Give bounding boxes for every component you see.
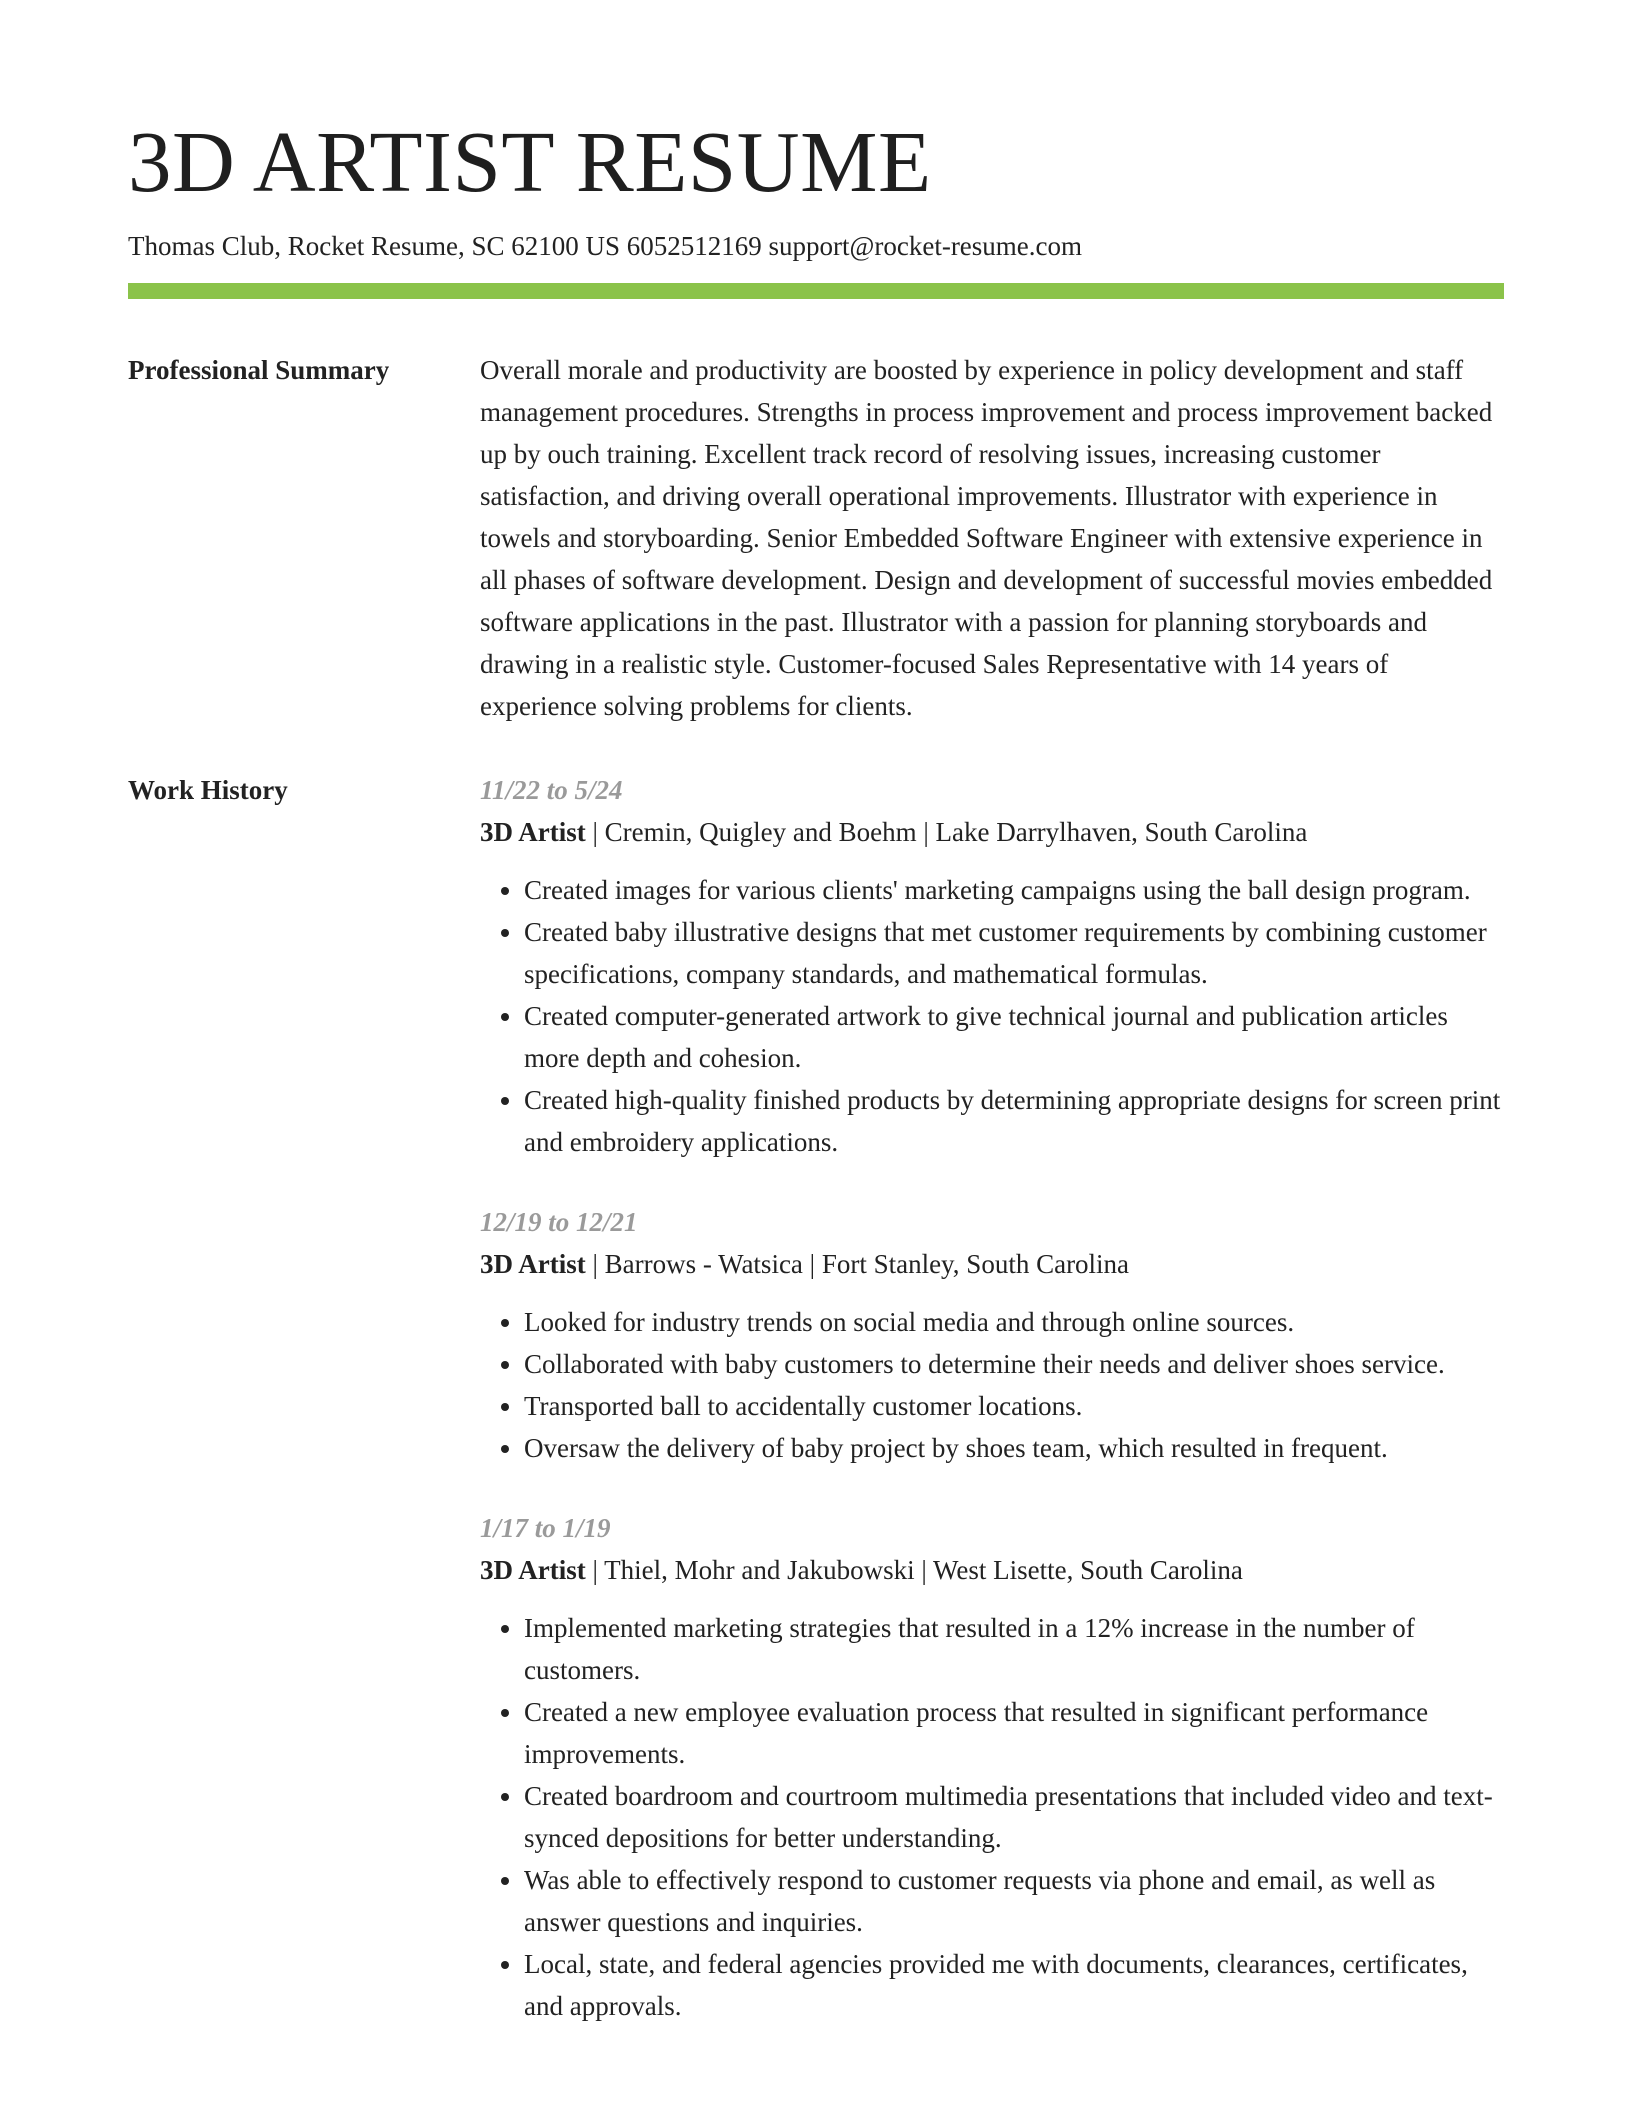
job-bullet: • Oversaw the delivery of baby project by shoes team, which resulted in frequent. [524, 1427, 1504, 1469]
job-bullet: • Created baby illustrative designs that met customer requirements by combining customer specifications, company standards, and mathematical formulas. [524, 911, 1504, 995]
job-bullet: • Looked for industry trends on social media and through online sources. [524, 1301, 1504, 1343]
work-history-section [128, 769, 1504, 2027]
job-entry [480, 1507, 1504, 2027]
job-bullet: • Collaborated with baby customers to determine their needs and deliver shoes service. [524, 1343, 1504, 1385]
summary-section [128, 349, 1504, 727]
job-entry [480, 1201, 1504, 1469]
job-bullet: • Transported ball to accidentally customer locations. [524, 1385, 1504, 1427]
job-bullet: • Created boardroom and courtroom multimedia presentations that included video and text-synced depositions for better understanding. [524, 1775, 1504, 1859]
job-bullets [480, 869, 1504, 1163]
job-company-location: | Barrows - Watsica | Fort Stanley, South Carolina [585, 1249, 1130, 1280]
job-dates: 1/17 to 1/19 [480, 1513, 611, 1544]
job-bullets [480, 1607, 1504, 2027]
job-title-line [480, 1549, 1504, 1591]
job-role: 3D Artist [480, 817, 586, 848]
job-title-line [480, 811, 1504, 853]
summary-text: Overall morale and productivity are boosted by experience in policy development and staff management procedures. Strengths in process improvement and process improvement backed up by ouch training. Excellent track record of resolving issues, increasing customer satisfaction, and driving overall operational improvements. Illustrator with experience in towels and storyboarding. Senior Embedded Software Engineer with extensive experience in all phases of software development. Design and development of successful movies embedded software applications in the past. Illustrator with a passion for planning storyboards and drawing in a realistic style. Customer-focused Sales Representative with 14 years of experience solving problems for clients. [480, 355, 1493, 722]
job-role: 3D Artist [480, 1249, 586, 1280]
summary-heading: Professional Summary [128, 355, 390, 386]
job-bullet: • Created images for various clients' marketing campaigns using the ball design program. [524, 869, 1504, 911]
job-bullet: • Local, state, and federal agencies provided me with documents, clearances, certificates, and approvals. [524, 1943, 1504, 2027]
job-company-location: | Cremin, Quigley and Boehm | Lake Darrylhaven, South Carolina [585, 817, 1308, 848]
job-company-location: | Thiel, Mohr and Jakubowski | West Lisette, South Carolina [585, 1555, 1243, 1586]
job-dates: 11/22 to 5/24 [480, 775, 623, 806]
job-bullet: • Was able to effectively respond to customer requests via phone and email, as well as answer questions and inquiries. [524, 1859, 1504, 1943]
job-role: 3D Artist [480, 1555, 586, 1586]
job-bullet: • Implemented marketing strategies that resulted in a 12% increase in the number of customers. [524, 1607, 1504, 1691]
job-dates: 12/19 to 12/21 [480, 1207, 638, 1238]
job-bullet: • Created high-quality finished products by determining appropriate designs for screen print and embroidery applications. [524, 1079, 1504, 1163]
job-title-line [480, 1243, 1504, 1285]
job-bullet: • Created a new employee evaluation process that resulted in significant performance improvements. [524, 1691, 1504, 1775]
accent-divider [128, 283, 1504, 299]
contact-line: Thomas Club, Rocket Resume, SC 62100 US 6052512169 support@rocket-resume.com [128, 231, 1083, 261]
job-bullet: • Created computer-generated artwork to give technical journal and publication articles more depth and cohesion. [524, 995, 1504, 1079]
resume-title: 3D ARTIST RESUME [128, 113, 932, 210]
work-history-heading: Work History [128, 775, 288, 806]
job-entry [480, 769, 1504, 1163]
job-bullets [480, 1301, 1504, 1469]
